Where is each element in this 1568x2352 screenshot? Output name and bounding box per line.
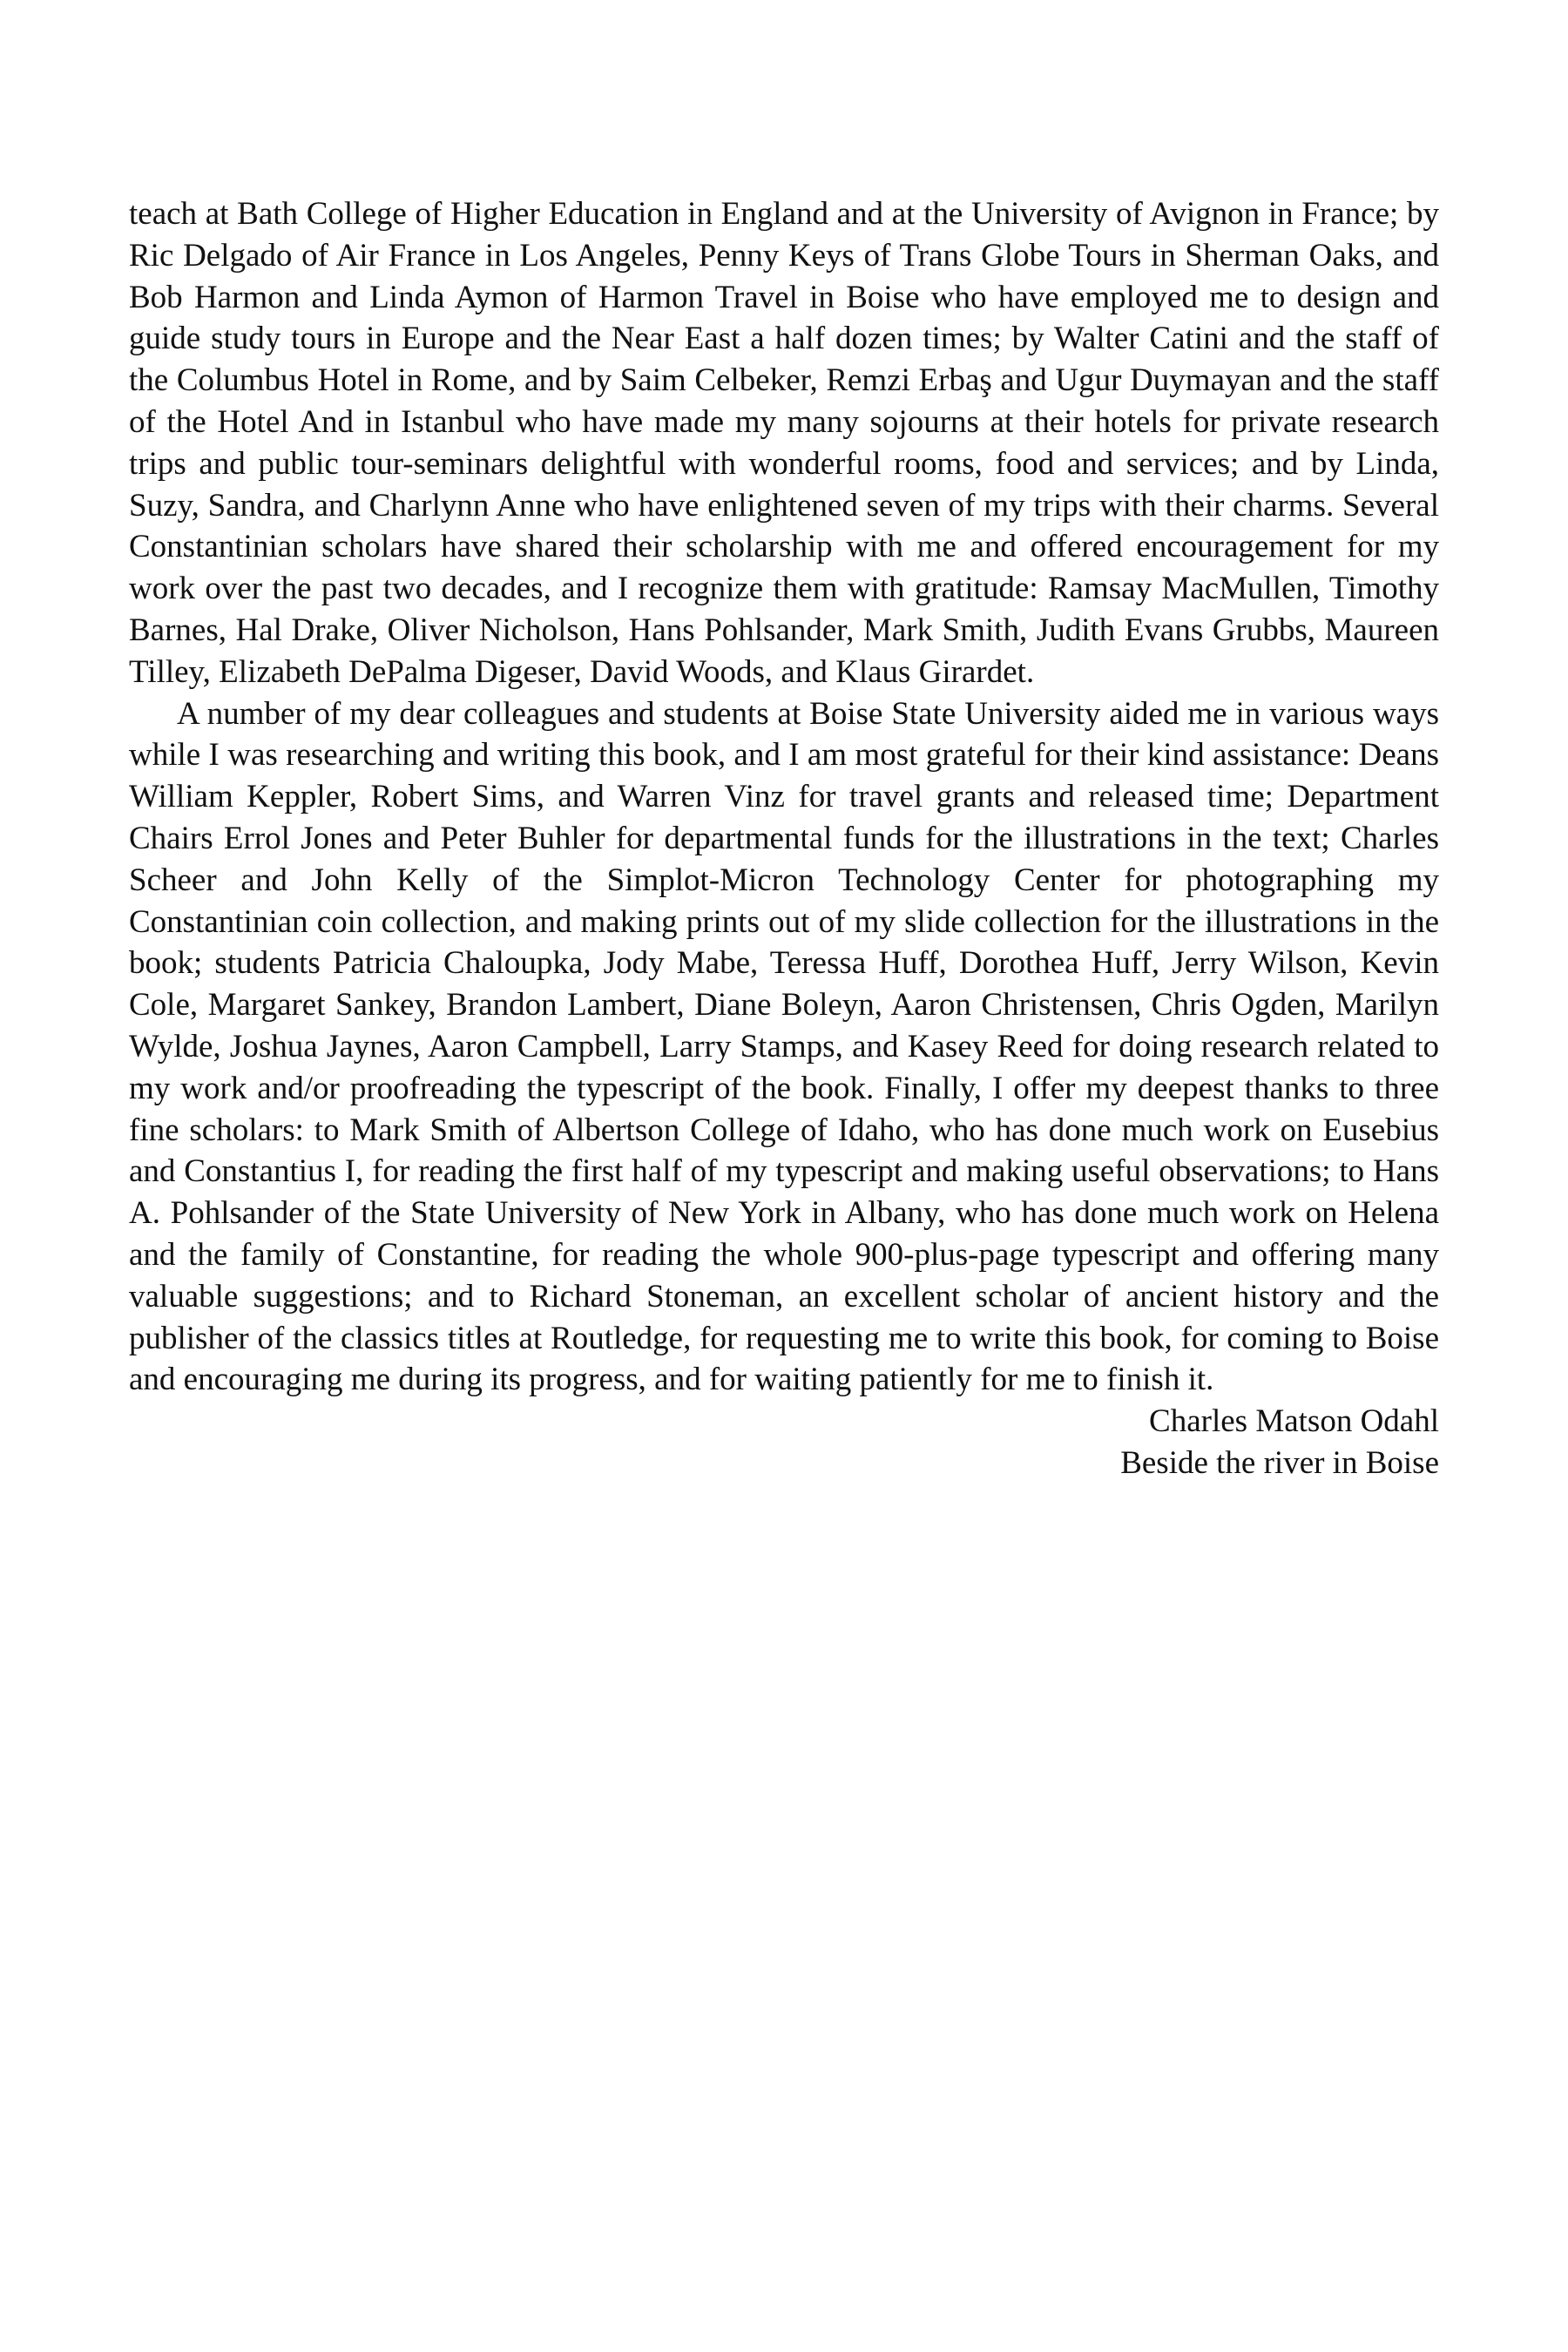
signature-block	[129, 1401, 1439, 1484]
document-page	[129, 193, 1439, 1484]
acknowledgements-paragraph-1: teach at Bath College of Higher Education in England and at the University of Avignon in France; by Ric Delgado of Air France in Los Angeles, Penny Keys of Trans Globe Tours in Sherman Oaks, and Bob Harmon and Linda Aymon of Harmon Travel in Boise who have employed me to design and guide study tours in Europe and the Near East a half dozen times; by Walter Catini and the staff of the Columbus Hotel in Rome, and by Saim Celbeker, Remzi Erbaş and Ugur Duymayan and the staff of the Hotel And in Istanbul who have made my many sojourns at their hotels for private research trips and public tour-seminars delightful with wonderful rooms, food and services; and by Linda, Suzy, Sandra, and Charlynn Anne who have enlightened seven of my trips with their charms. Several Constantinian scholars have shared their scholarship with me and offered encouragement for my work over the past two decades, and I recognize them with gratitude: Ramsay MacMullen, Timothy Barnes, Hal Drake, Oliver Nicholson, Hans Pohlsander, Mark Smith, Judith Evans Grubbs, Maureen Tilley, Elizabeth DePalma Digeser, David Woods, and Klaus Girardet.	[129, 196, 1439, 690]
acknowledgements-paragraph-2: A number of my dear colleagues and students at Boise State University aided me in various ways while I was researching and writing this book, and I am most grateful for their kind assistance: Deans William Keppler, Robert Sims, and Warren Vinz for travel grants and released time; Department Chairs Errol Jones and Peter Buhler for departmental funds for the illustrations in the text; Charles Scheer and John Kelly of the Simplot-Micron Technology Center for photographing my Constantinian coin collection, and making prints out of my slide collection for the illustrations in the book; students Patricia Chaloupka, Jody Mabe, Teressa Huff, Dorothea Huff, Jerry Wilson, Kevin Cole, Margaret Sankey, Brandon Lambert, Diane Boleyn, Aaron Christensen, Chris Ogden, Marilyn Wylde, Joshua Jaynes, Aaron Campbell, Larry Stamps, and Kasey Reed for doing research related to my work and/or proofreading the typescript of the book. Finally, I offer my deepest thanks to three fine scholars: to Mark Smith of Albertson College of Idaho, who has done much work on Eusebius and Constantius I, for reading the first half of my typescript and making useful observations; to Hans A. Pohlsander of the State University of New York in Albany, who has done much work on Helena and the family of Constantine, for reading the whole 900-plus-page typescript and offering many valuable suggestions; and to Richard Stoneman, an excellent scholar of ancient history and the publisher of the classics titles at Routledge, for requesting me to write this book, for coming to Boise and encouraging me during its progress, and for waiting patiently for me to finish it.	[129, 695, 1439, 1398]
author-name: Charles Matson Odahl	[1149, 1403, 1439, 1440]
author-place: Beside the river in Boise	[1120, 1444, 1439, 1481]
